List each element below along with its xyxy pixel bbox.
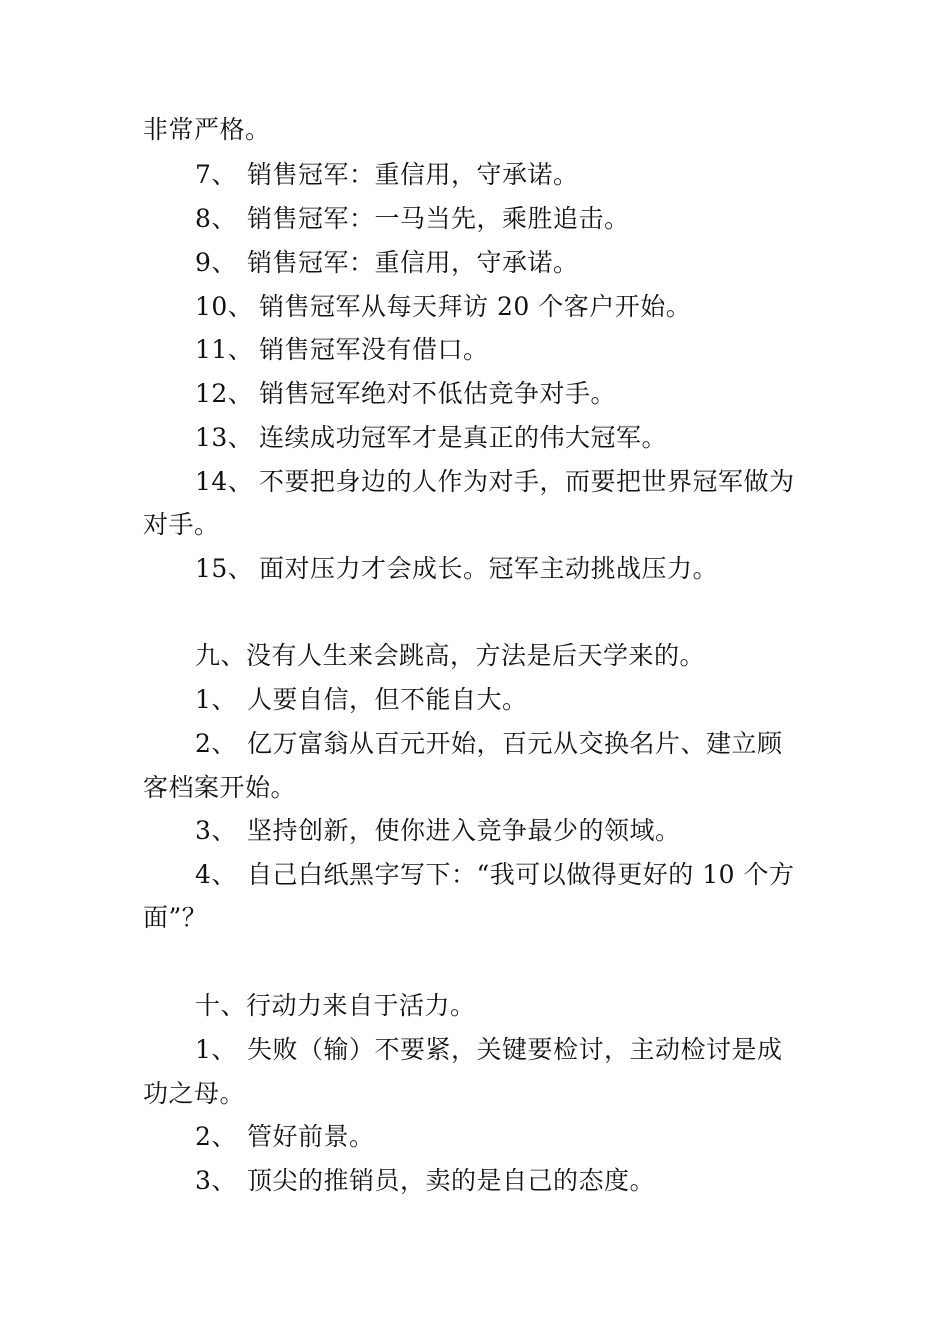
list-item: [195, 248, 579, 278]
line-text: 非常严格。: [143, 115, 271, 144]
item-text: 管好前景。: [247, 1122, 375, 1151]
item-number: 4、: [195, 860, 237, 889]
line-text: 功之母。: [143, 1079, 246, 1108]
item-text: 面对压力才会成长。冠军主动挑战压力。: [259, 554, 719, 583]
item-text: 不要把身边的人作为对手，而要把世界冠军做为: [259, 467, 795, 496]
list-item: [195, 467, 795, 497]
list-item: [195, 160, 579, 190]
item-number: 11、: [195, 335, 254, 364]
item-text: 销售冠军从每天拜访 20 个客户开始。: [259, 292, 692, 321]
item-number: 14、: [195, 467, 254, 496]
list-item: [195, 423, 667, 453]
item-number: 1、: [195, 685, 237, 714]
item-text: 销售冠军：重信用，守承诺。: [247, 248, 579, 277]
list-item: [195, 685, 528, 715]
section-heading: [195, 641, 705, 671]
item-text: 顶尖的推销员，卖的是自己的态度。: [247, 1166, 656, 1195]
list-item: [195, 816, 681, 846]
item-text: 连续成功冠军才是真正的伟大冠军。: [259, 423, 668, 452]
list-item: [195, 1035, 783, 1065]
item-text: 失败（输）不要紧，关键要检讨，主动检讨是成: [247, 1035, 783, 1064]
list-item: [195, 860, 795, 890]
item-text: 坚持创新，使你进入竞争最少的领域。: [247, 816, 681, 845]
item-text: 销售冠军没有借口。: [259, 335, 489, 364]
item-text: 销售冠军绝对不低估竞争对手。: [259, 379, 617, 408]
item-number: 8、: [195, 204, 237, 233]
list-item: [195, 379, 616, 409]
line-text: 对手。: [143, 510, 220, 539]
item-number: 9、: [195, 248, 237, 277]
item-number: 2、: [195, 1122, 237, 1151]
item-text: 亿万富翁从百元开始，百元从交换名片、建立顾: [247, 729, 783, 758]
text-line: [143, 510, 220, 540]
line-text: 客档案开始。: [143, 773, 297, 802]
item-number: 3、: [195, 1166, 237, 1195]
list-item: [195, 1122, 375, 1152]
item-number: 12、: [195, 379, 254, 408]
item-number: 1、: [195, 1035, 237, 1064]
item-text: 销售冠军：一马当先，乘胜追击。: [247, 204, 630, 233]
list-item: [195, 335, 489, 365]
item-number: 10、: [195, 292, 254, 321]
line-text: 面”？: [143, 903, 208, 932]
text-line: [143, 903, 207, 933]
item-text: 销售冠军：重信用，守承诺。: [247, 160, 579, 189]
item-number: 2、: [195, 729, 237, 758]
list-item: [195, 204, 630, 234]
list-item: [195, 1166, 655, 1196]
heading-text: 十、行动力来自于活力。: [195, 991, 476, 1020]
list-item: [195, 554, 718, 584]
section-heading: [195, 991, 476, 1021]
item-number: 7、: [195, 160, 237, 189]
item-text: 自己白纸黑字写下：“我可以做得更好的 10 个方: [247, 860, 795, 889]
text-line: [143, 115, 271, 145]
text-line: [143, 1079, 245, 1109]
item-text: 人要自信，但不能自大。: [247, 685, 528, 714]
text-line: [143, 773, 296, 803]
list-item: [195, 292, 691, 322]
item-number: 15、: [195, 554, 254, 583]
item-number: 13、: [195, 423, 254, 452]
heading-text: 九、没有人生来会跳高，方法是后天学来的。: [195, 641, 706, 670]
list-item: [195, 729, 783, 759]
item-number: 3、: [195, 816, 237, 845]
